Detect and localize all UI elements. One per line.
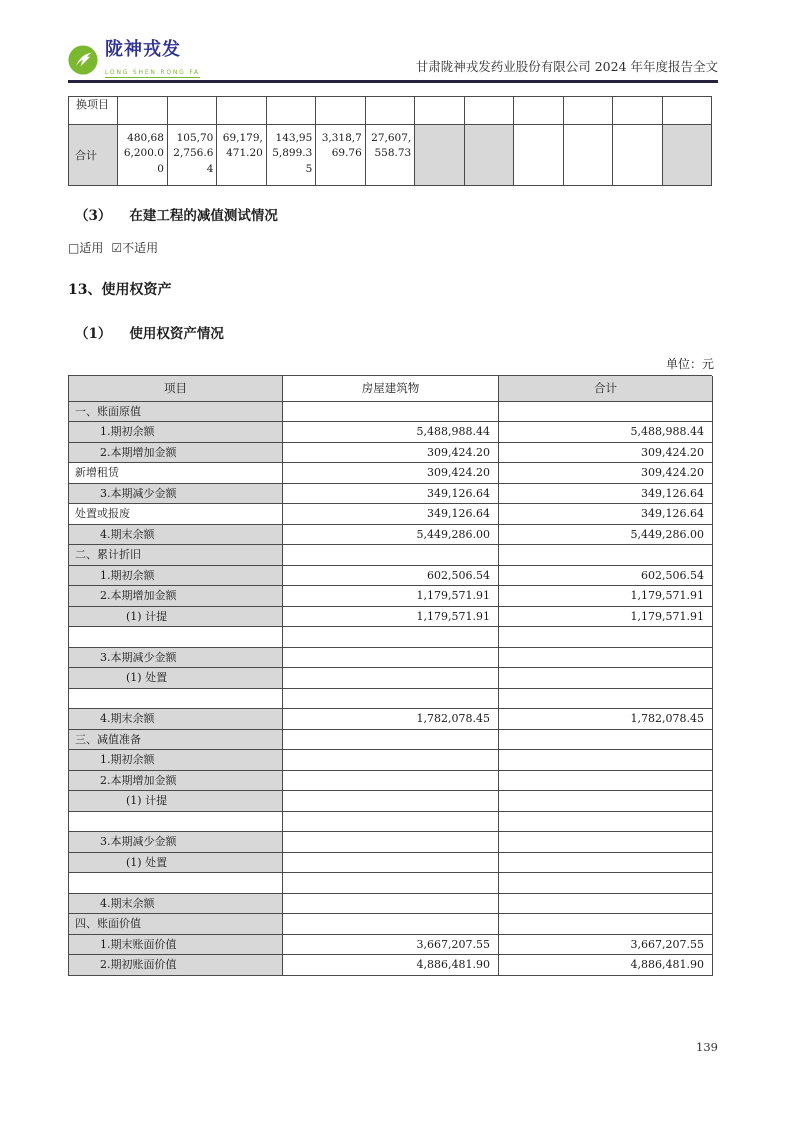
table-row [69,607,712,628]
table-row [69,955,712,976]
row-value-buildings: 1,782,078.45 [283,709,499,730]
row-value-total [499,648,713,669]
row-label: 2.本期增加金额 [69,771,283,792]
row-label [69,873,283,894]
row-value-total: 349,126.64 [499,504,713,525]
row-label: 处置或报废 [69,504,283,525]
row-label: (1) 处置 [69,853,283,874]
empty-cell [118,97,167,125]
carryover-label-cell: 换项目 [69,97,118,125]
empty-cell [465,125,514,186]
table-row [69,873,712,894]
row-value-buildings: 3,667,207.55 [283,935,499,956]
total-value-cell: 480,686,200.00 [118,125,167,186]
total-value-cell: 27,607,558.73 [366,125,415,186]
row-value-buildings [283,791,499,812]
empty-cell [613,97,662,125]
row-label [69,812,283,833]
row-value-total [499,771,713,792]
carryover-row-total [69,125,712,186]
row-value-buildings: 5,488,988.44 [283,422,499,443]
company-logo [68,41,200,78]
row-value-total [499,750,713,771]
empty-cell [316,97,365,125]
not-applicable-option: ☑不适用 [111,240,159,255]
table-row [69,463,712,484]
row-value-total [499,668,713,689]
row-value-buildings [283,771,499,792]
row-value-buildings [283,832,499,853]
total-label-cell: 合计 [69,125,118,186]
table-row [69,791,712,812]
table-row [69,832,712,853]
row-value-total [499,627,713,648]
table-header-row [69,376,712,402]
row-label: 4.期末余额 [69,525,283,546]
row-value-total [499,402,713,423]
empty-cell [564,97,613,125]
logo-text [105,41,200,78]
total-value-cell: 3,318,769.76 [316,125,365,186]
table-row [69,484,712,505]
row-label: 1.期初余额 [69,422,283,443]
table-row [69,730,712,751]
row-value-buildings [283,914,499,935]
row-value-total: 5,449,286.00 [499,525,713,546]
column-header: 项目 [69,376,283,402]
column-header: 合计 [499,376,713,402]
row-label: 4.期末余额 [69,709,283,730]
row-value-buildings [283,627,499,648]
row-value-total [499,689,713,710]
page-number: 139 [696,1040,718,1054]
empty-cell [415,125,464,186]
row-value-buildings: 1,179,571.91 [283,607,499,628]
row-label: 2.期初账面价值 [69,955,283,976]
row-value-total [499,812,713,833]
row-value-buildings: 349,126.64 [283,484,499,505]
table-row [69,504,712,525]
table-row [69,566,712,587]
row-value-buildings [283,730,499,751]
table-row [69,443,712,464]
table-row [69,689,712,710]
row-value-buildings: 1,179,571.91 [283,586,499,607]
table-row [69,525,712,546]
row-value-buildings: 309,424.20 [283,463,499,484]
empty-cell [663,125,712,186]
row-value-total [499,730,713,751]
row-value-buildings [283,812,499,833]
row-value-buildings: 602,506.54 [283,566,499,587]
row-value-total [499,914,713,935]
row-value-total: 3,667,207.55 [499,935,713,956]
total-value-cell: 105,702,756.64 [168,125,217,186]
row-value-total [499,545,713,566]
rou-situation-heading [68,322,718,342]
heading-text: 在建工程的减值测试情况 [129,207,278,224]
carryover-row-transfer [69,97,712,125]
report-title: 甘肃陇神戎发药业股份有限公司 2024 年年度报告全文 [415,59,718,74]
row-label: 1.期初余额 [69,750,283,771]
empty-cell [168,97,217,125]
row-value-total: 1,179,571.91 [499,586,713,607]
table-row [69,545,712,566]
empty-cell [613,125,662,186]
row-value-total: 309,424.20 [499,443,713,464]
empty-cell [366,97,415,125]
row-value-total [499,894,713,915]
empty-cell [514,125,563,186]
page-header [68,39,718,78]
row-value-total: 5,488,988.44 [499,422,713,443]
table-row [69,853,712,874]
table-row [69,402,712,423]
row-label: 4.期末余额 [69,894,283,915]
rou-asset-table [68,375,712,976]
row-label: 二、累计折旧 [69,545,283,566]
row-value-buildings [283,689,499,710]
applicability-line [68,239,718,256]
table-row [69,935,712,956]
row-value-buildings [283,668,499,689]
row-value-total: 309,424.20 [499,463,713,484]
right-of-use-assets-heading: 13、使用权资产 [68,281,172,298]
row-value-buildings: 349,126.64 [283,504,499,525]
row-label: 3.本期减少金额 [69,484,283,505]
row-label: (1) 计提 [69,791,283,812]
heading-number: （3） [75,207,112,224]
company-logo-icon [68,45,98,75]
row-value-total [499,791,713,812]
row-value-total: 349,126.64 [499,484,713,505]
row-value-total: 602,506.54 [499,566,713,587]
row-value-total: 1,782,078.45 [499,709,713,730]
row-value-buildings [283,648,499,669]
row-value-total: 1,179,571.91 [499,607,713,628]
logo-company-name-en: LONG SHEN RONG FA [105,69,200,76]
heading-text: 使用权资产情况 [129,325,224,342]
table-row [69,771,712,792]
empty-cell [465,97,514,125]
row-value-buildings [283,853,499,874]
row-value-buildings: 4,886,481.90 [283,955,499,976]
row-label: 1.期末账面价值 [69,935,283,956]
applicable-option: □适用 [68,240,104,255]
row-label: 四、账面价值 [69,914,283,935]
impairment-test-heading [68,204,718,224]
table-row [69,709,712,730]
empty-cell [514,97,563,125]
row-value-total [499,853,713,874]
table-row [69,894,712,915]
row-value-buildings [283,873,499,894]
empty-cell [267,97,316,125]
row-label: 三、减值准备 [69,730,283,751]
row-label: 3.本期减少金额 [69,832,283,853]
total-value-cell: 69,179,471.20 [217,125,266,186]
row-value-buildings [283,894,499,915]
logo-company-name: 陇神戎发 [105,39,181,60]
header-divider [68,80,718,83]
row-value-buildings: 5,449,286.00 [283,525,499,546]
heading-number: （1） [75,325,112,342]
column-header: 房屋建筑物 [283,376,499,402]
carryover-table [68,96,712,186]
table-row [69,668,712,689]
row-value-buildings [283,402,499,423]
table-row [69,422,712,443]
row-label: (1) 处置 [69,668,283,689]
row-label: 2.本期增加金额 [69,443,283,464]
table-row [69,750,712,771]
row-value-buildings [283,750,499,771]
table-row [69,648,712,669]
row-label: 一、账面原值 [69,402,283,423]
row-label [69,627,283,648]
row-label: (1) 计提 [69,607,283,628]
row-label: 3.本期减少金额 [69,648,283,669]
row-value-buildings: 309,424.20 [283,443,499,464]
row-label: 新增租赁 [69,463,283,484]
row-value-buildings [283,545,499,566]
empty-cell [217,97,266,125]
row-value-total: 4,886,481.90 [499,955,713,976]
empty-cell [564,125,613,186]
empty-cell [415,97,464,125]
unit-label: 单位：元 [665,356,714,371]
row-label [69,689,283,710]
empty-cell [663,97,712,125]
table-row [69,627,712,648]
row-value-total [499,873,713,894]
row-label: 1.期初余额 [69,566,283,587]
row-label: 2.本期增加金额 [69,586,283,607]
total-value-cell: 143,955,899.35 [267,125,316,186]
table-row [69,586,712,607]
row-value-total [499,832,713,853]
table-row [69,812,712,833]
table-row [69,914,712,935]
